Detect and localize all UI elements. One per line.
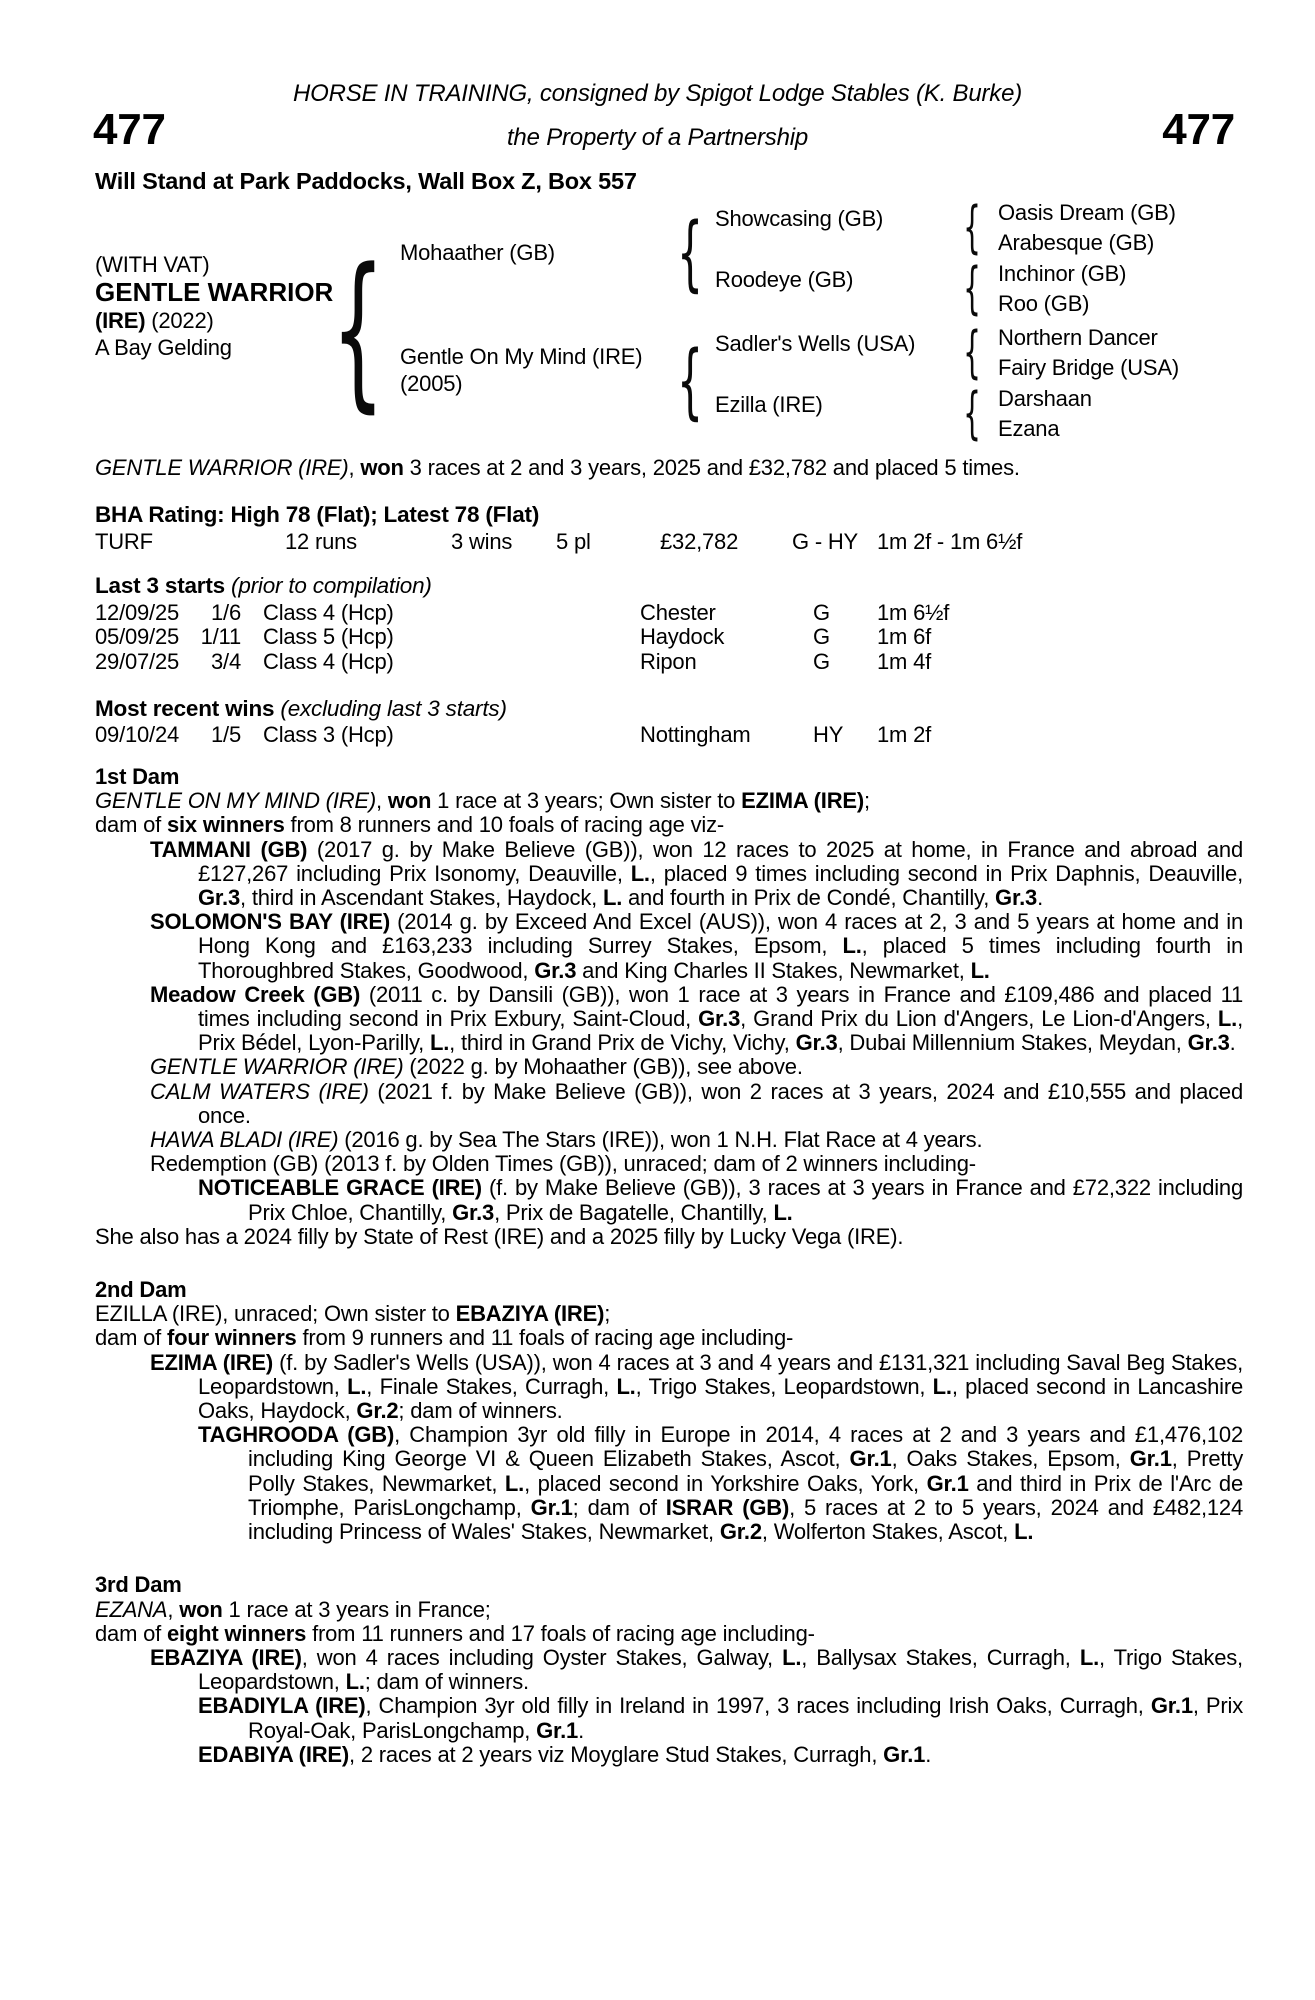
text-run: 1 race at 3 years; Own sister to <box>431 788 742 814</box>
text-run: , Wolferton Stakes, Ascot, <box>761 1519 1015 1545</box>
pedigree-brace-gen3-4: { <box>963 381 981 446</box>
turf-wins: 3 wins <box>451 529 513 554</box>
pedigree-paragraph <box>95 1598 1243 1622</box>
pedigree-sire-dam: Roodeye (GB) <box>715 267 854 292</box>
horse-name: GENTLE WARRIOR <box>95 277 334 307</box>
pedigree-dam-sire: Sadler's Wells (USA) <box>715 331 916 356</box>
text-run: L. <box>1079 1644 1099 1670</box>
text-run: (2017 g. by Make Believe (GB)), won 12 races to 2025 at home, in France and abroad and £127,267 including Prix Isonomy, Deauville, <box>198 836 1243 886</box>
pedigree-brace-gen3-1: { <box>963 195 981 260</box>
text-run: L. <box>773 1199 793 1225</box>
text-run: L. <box>347 1373 367 1399</box>
dam-sections <box>95 765 1243 1767</box>
bha-rating: BHA Rating: High 78 (Flat); Latest 78 (Flat) <box>95 502 540 527</box>
text-run: ISRAR (GB) <box>665 1494 790 1520</box>
race-date: 09/10/24 <box>95 722 180 747</box>
text-run: Gr.1 <box>530 1494 573 1520</box>
text-run: HAWA BLADI (IRE) <box>150 1127 339 1153</box>
text-run: dam of <box>95 812 167 838</box>
race-race: Class 5 (Hcp) <box>263 624 394 650</box>
pedigree-gen3-name: Ezana <box>998 416 1060 441</box>
pedigree-gen3-name: Darshaan <box>998 386 1092 411</box>
text-run: , 5 races at 2 to 5 years, 2024 and £482,124 including Princess of Wales' Stakes, Newmarket, <box>248 1494 1244 1545</box>
text-run: (2021 f. by Make Believe (GB)), won 2 races at 3 years, 2024 and £10,555 and placed once. <box>198 1078 1243 1128</box>
text-run: L. <box>345 1669 365 1695</box>
text-run: , <box>167 1596 180 1622</box>
race-race: Class 4 (Hcp) <box>263 600 394 625</box>
text-run: . <box>925 1741 932 1767</box>
race-going: G <box>813 600 830 625</box>
text-run: , Pretty Polly Stakes, Newmarket, <box>248 1446 1244 1496</box>
text-run: ; dam of <box>572 1494 666 1520</box>
text-run: EZIMA (IRE) <box>150 1349 274 1375</box>
pedigree-paragraph <box>95 789 1243 813</box>
race-row <box>95 624 1245 648</box>
pedigree-sire-sire: Showcasing (GB) <box>715 206 884 231</box>
text-run: Gr.3 <box>995 885 1038 911</box>
turf-going-range: G - HY <box>792 529 859 554</box>
text-run: Meadow Creek (GB) <box>150 981 361 1007</box>
dam-heading: 2nd Dam <box>95 1277 187 1303</box>
pedigree-dam-year: (2005) <box>400 371 463 396</box>
last-starts-heading: Last 3 starts <box>95 573 225 598</box>
pedigree-paragraph <box>95 983 1243 1056</box>
turf-distance-range: 1m 2f - 1m 6½f <box>877 529 1023 554</box>
text-run: L. <box>1014 1519 1034 1545</box>
text-run: , <box>376 788 388 814</box>
pedigree-brace-gen3-3: { <box>963 320 981 385</box>
text-run: TAGHROODA (GB) <box>198 1422 395 1448</box>
text-run: Gr.3 <box>698 1006 741 1032</box>
text-run: . <box>1037 885 1043 911</box>
text-run: , third in Grand Prix de Vichy, Vichy, <box>449 1030 796 1056</box>
text-run: won <box>179 1596 223 1622</box>
recent-wins-note: (excluding last 3 starts) <box>280 696 507 721</box>
text-run: L. <box>842 933 862 959</box>
turf-placed: 5 pl <box>556 529 591 554</box>
text-run: and fourth in Prix de Condé, Chantilly, <box>622 885 996 911</box>
text-run: dam of <box>95 1325 167 1351</box>
text-run: , Trigo Stakes, Leopardstown, <box>198 1644 1243 1695</box>
text-run: EBAZIYA (IRE) <box>150 1644 302 1670</box>
text-run: L. <box>932 1373 952 1399</box>
text-run: , Champion 3yr old filly in Ireland in 1997, 3 races including Irish Oaks, Curragh, <box>365 1693 1151 1719</box>
text-run: (2016 g. by Sea The Stars (IRE)), won 1 N.H. Flat Race at 4 years. <box>338 1127 983 1153</box>
pedigree-gen3-name: Inchinor (GB) <box>998 261 1127 286</box>
pedigree-paragraph <box>95 1351 1243 1424</box>
pedigree-gen3-name: Fairy Bridge (USA) <box>998 355 1179 380</box>
text-run: Gr.3 <box>452 1199 495 1225</box>
dam-heading: 1st Dam <box>95 764 180 789</box>
text-run: , 2 races at 2 years viz Moyglare Stud Stakes, Curragh, <box>349 1741 884 1767</box>
race-row <box>95 649 1245 673</box>
text-run: L. <box>616 1373 636 1399</box>
text-run: six winners <box>166 812 285 838</box>
text-run: EBAZIYA (IRE) <box>455 1301 605 1327</box>
text-run: from 11 runners and 17 foals of racing age including- <box>306 1620 815 1646</box>
pedigree-paragraph <box>95 1743 1243 1767</box>
race-course: Haydock <box>640 624 725 650</box>
text-run: SOLOMON'S BAY (IRE) <box>150 909 390 935</box>
pedigree-paragraph <box>95 813 1243 837</box>
pedigree-brace-sire: { <box>677 206 703 301</box>
recent-wins-heading: Most recent wins <box>95 696 275 721</box>
text-run: , Prix Bédel, Lyon-Parilly, <box>198 1006 1243 1056</box>
race-going: G <box>813 648 830 674</box>
race-race: Class 3 (Hcp) <box>263 722 394 747</box>
pedigree-dam-dam: Ezilla (IRE) <box>715 392 823 417</box>
pedigree-paragraph <box>95 1302 1243 1326</box>
text-run: , Prix de Bagatelle, Chantilly, <box>494 1199 774 1225</box>
text-run: dam of <box>95 1620 167 1646</box>
text-run: and third in Prix de l'Arc de Triomphe, ParisLongchamp, <box>248 1470 1243 1520</box>
text-run: , won 4 races including Oyster Stakes, Galway, <box>301 1644 783 1670</box>
last-starts-table <box>95 600 1245 673</box>
text-run: TAMMANI (GB) <box>150 836 308 862</box>
horse-suffix-year <box>95 308 214 334</box>
text-run: (f. by Make Believe (GB)), 3 races at 3 years in France and £72,322 including Prix Chloe, Chantilly, <box>248 1175 1244 1225</box>
race-pos: 1/6 <box>211 600 241 625</box>
pedigree-gen3-name: Roo (GB) <box>998 291 1090 316</box>
pedigree-dam: Gentle On My Mind (IRE) <box>400 344 643 369</box>
text-run: , placed second in Lancashire Oaks, Haydock, <box>198 1373 1244 1424</box>
text-run: , Champion 3yr old filly in Europe in 2014, 4 races at 2 and 3 years and £1,476,102 including King George VI & Queen Elizabeth Stakes, Ascot, <box>248 1422 1243 1472</box>
text-run: ; dam of winners. <box>398 1398 563 1424</box>
text-run: She also has a 2024 filly by State of Rest (IRE) and a 2025 filly by Lucky Vega (IRE). <box>95 1223 904 1249</box>
text-run: Gr.3 <box>1187 1030 1230 1056</box>
text-run: four winners <box>166 1325 297 1351</box>
text-run: from 8 runners and 10 foals of racing age viz- <box>284 812 725 838</box>
text-run: (2022) <box>145 308 214 333</box>
pedigree-paragraph <box>95 1080 1243 1128</box>
text-run: Gr.3 <box>795 1030 838 1056</box>
race-row <box>95 600 1245 624</box>
text-run: EDABIYA (IRE) <box>198 1741 350 1767</box>
last-starts-note: (prior to compilation) <box>231 573 432 598</box>
text-run: CALM WATERS (IRE) <box>150 1078 369 1104</box>
lot-number-right: 477 <box>1162 105 1235 154</box>
turf-runs: 12 runs <box>285 529 357 554</box>
text-run: , Ballysax Stakes, Curragh, <box>801 1644 1080 1670</box>
text-run: 3 races at 2 and 3 years, 2025 and £32,782 and placed 5 times. <box>403 455 1020 480</box>
race-course: Chester <box>640 600 716 625</box>
pedigree-paragraph <box>95 838 1243 911</box>
pedigree-paragraph <box>95 1128 1243 1152</box>
text-run: L. <box>602 885 623 911</box>
text-run: (2022 g. by Mohaather (GB)), see above. <box>403 1054 803 1080</box>
pedigree-gen3-name: Oasis Dream (GB) <box>998 200 1176 225</box>
stand-location: Will Stand at Park Paddocks, Wall Box Z, Box 557 <box>95 168 637 194</box>
race-date: 12/09/25 <box>95 600 180 625</box>
text-run: L. <box>430 1030 450 1056</box>
text-run: GENTLE WARRIOR (IRE) <box>95 455 349 480</box>
race-pos: 1/11 <box>200 624 241 650</box>
recent-wins-title <box>95 696 507 722</box>
pedigree-paragraph <box>95 1423 1243 1544</box>
text-run: Gr.1 <box>849 1446 892 1472</box>
pedigree-paragraph <box>95 1176 1243 1224</box>
text-run: Redemption (GB) (2013 f. by Olden Times (GB)), unraced; dam of 2 winners including- <box>150 1151 976 1177</box>
text-run: Gr.1 <box>926 1470 969 1496</box>
text-run: won <box>387 788 432 814</box>
race-going: G <box>813 624 830 650</box>
vat-note: (WITH VAT) <box>95 252 210 277</box>
consignor-line: HORSE IN TRAINING, consigned by Spigot Lodge Stables (K. Burke) <box>292 80 1023 107</box>
text-run: NOTICEABLE GRACE (IRE) <box>198 1175 482 1201</box>
text-run: L. <box>970 957 990 983</box>
text-run: , Finale Stakes, Curragh, <box>366 1373 617 1399</box>
race-row <box>95 722 1245 746</box>
text-run: ; dam of winners. <box>364 1669 529 1695</box>
turf-surface: TURF <box>95 529 153 554</box>
text-run: (IRE) <box>95 308 146 333</box>
last-starts-title <box>95 573 432 599</box>
text-run: , Prix Royal-Oak, ParisLongchamp, <box>248 1693 1243 1743</box>
race-distance: 1m 4f <box>877 648 932 674</box>
race-course: Ripon <box>640 648 697 674</box>
text-run: Gr.3 <box>534 957 577 983</box>
text-run: (2011 c. by Dansili (GB)), won 1 race at 3 years in France and £109,486 and placed 11 times including second in Prix Exbury, Saint-Cloud, <box>198 981 1244 1032</box>
pedigree-paragraph <box>95 910 1243 983</box>
pedigree-brace-gen3-2: { <box>963 256 981 321</box>
pedigree-paragraph <box>95 1326 1243 1350</box>
text-run: L. <box>1217 1006 1238 1032</box>
turf-earnings: £32,782 <box>660 529 739 554</box>
race-going: HY <box>813 722 844 747</box>
pedigree-brace-dam: { <box>677 334 703 429</box>
text-run: Gr.1 <box>536 1717 579 1743</box>
race-distance: 1m 6f <box>877 624 932 650</box>
text-run: and King Charles II Stakes, Newmarket, <box>576 957 971 983</box>
text-run: . <box>1229 1030 1236 1056</box>
lot-number-left: 477 <box>93 105 166 154</box>
pedigree-gen3-name: Northern Dancer <box>998 325 1158 350</box>
text-run: GENTLE WARRIOR (IRE) <box>150 1054 404 1080</box>
race-distance: 1m 2f <box>877 722 932 747</box>
text-run: , Grand Prix du Lion d'Angers, Le Lion-d'Angers, <box>740 1006 1218 1032</box>
property-line: the Property of a Partnership <box>506 124 809 151</box>
text-run: , placed 9 times including second in Prix Daphnis, Deauville, <box>649 860 1243 886</box>
text-run: Gr.2 <box>356 1398 399 1424</box>
pedigree-paragraph <box>95 1622 1243 1646</box>
pedigree-paragraph <box>95 1694 1243 1742</box>
text-run: , third in Ascendant Stakes, Haydock, <box>240 885 603 911</box>
text-run: (f. by Sadler's Wells (USA)), won 4 races at 3 and 4 years and £131,321 including Saval Beg Stakes, Leopardstown, <box>198 1349 1243 1399</box>
pedigree-paragraph <box>95 1646 1243 1694</box>
race-distance: 1m 6½f <box>877 600 950 625</box>
text-run: ; <box>604 1301 611 1327</box>
text-run: . <box>578 1717 585 1743</box>
text-run: EZANA <box>95 1596 168 1622</box>
turf-record-row <box>95 529 1245 554</box>
text-run: EZILLA (IRE), unraced; Own sister to <box>95 1301 456 1327</box>
dam-heading: 3rd Dam <box>95 1572 182 1598</box>
pedigree-gen3-name: Arabesque (GB) <box>998 230 1155 255</box>
pedigree-sire: Mohaather (GB) <box>400 240 555 265</box>
text-run: L. <box>630 860 650 886</box>
text-run: , Dubai Millennium Stakes, Meydan, <box>837 1030 1188 1056</box>
text-run: eight winners <box>166 1620 307 1646</box>
text-run: won <box>360 455 404 480</box>
text-run: , placed second in Yorkshire Oaks, York, <box>524 1470 927 1496</box>
text-run: (2014 g. by Exceed And Excel (AUS)), won 4 races at 2, 3 and 5 years at home and in Hong Kong and £163,233 including Surrey Stakes, Epsom, <box>198 909 1244 959</box>
pedigree-paragraph <box>95 1055 1243 1079</box>
pedigree-paragraph <box>95 1225 1243 1249</box>
text-run: GENTLE ON MY MIND (IRE) <box>95 788 377 814</box>
text-run: EBADIYLA (IRE) <box>198 1693 366 1719</box>
race-pos: 1/5 <box>211 722 241 747</box>
race-summary <box>95 455 1020 481</box>
text-run: , placed 5 times including fourth in Thoroughbred Stakes, Goodwood, <box>198 933 1243 983</box>
text-run: from 9 runners and 11 foals of racing age including- <box>296 1325 794 1351</box>
text-run: , Oaks Stakes, Epsom, <box>891 1446 1130 1472</box>
text-run: ; <box>864 788 870 814</box>
text-run: , <box>348 455 361 480</box>
pedigree-paragraph <box>95 1152 1243 1176</box>
race-course: Nottingham <box>640 722 751 747</box>
horse-description: A Bay Gelding <box>95 335 232 360</box>
text-run: L. <box>782 1644 802 1670</box>
recent-wins-table <box>95 722 1245 746</box>
pedigree-brace-gen1: { <box>331 232 385 428</box>
text-run: Gr.3 <box>198 885 241 911</box>
race-pos: 3/4 <box>211 648 241 674</box>
text-run: Gr.1 <box>1150 1693 1193 1719</box>
text-run: , Trigo Stakes, Leopardstown, <box>635 1373 933 1399</box>
text-run: Gr.1 <box>1129 1446 1172 1472</box>
text-run: 1 race at 3 years in France; <box>222 1596 491 1622</box>
race-date: 05/09/25 <box>95 624 180 650</box>
race-date: 29/07/25 <box>95 648 180 674</box>
text-run: EZIMA (IRE) <box>741 788 864 814</box>
text-run: L. <box>504 1470 525 1496</box>
race-race: Class 4 (Hcp) <box>263 648 394 674</box>
text-run: Gr.1 <box>883 1741 926 1767</box>
text-run: Gr.2 <box>719 1519 762 1545</box>
